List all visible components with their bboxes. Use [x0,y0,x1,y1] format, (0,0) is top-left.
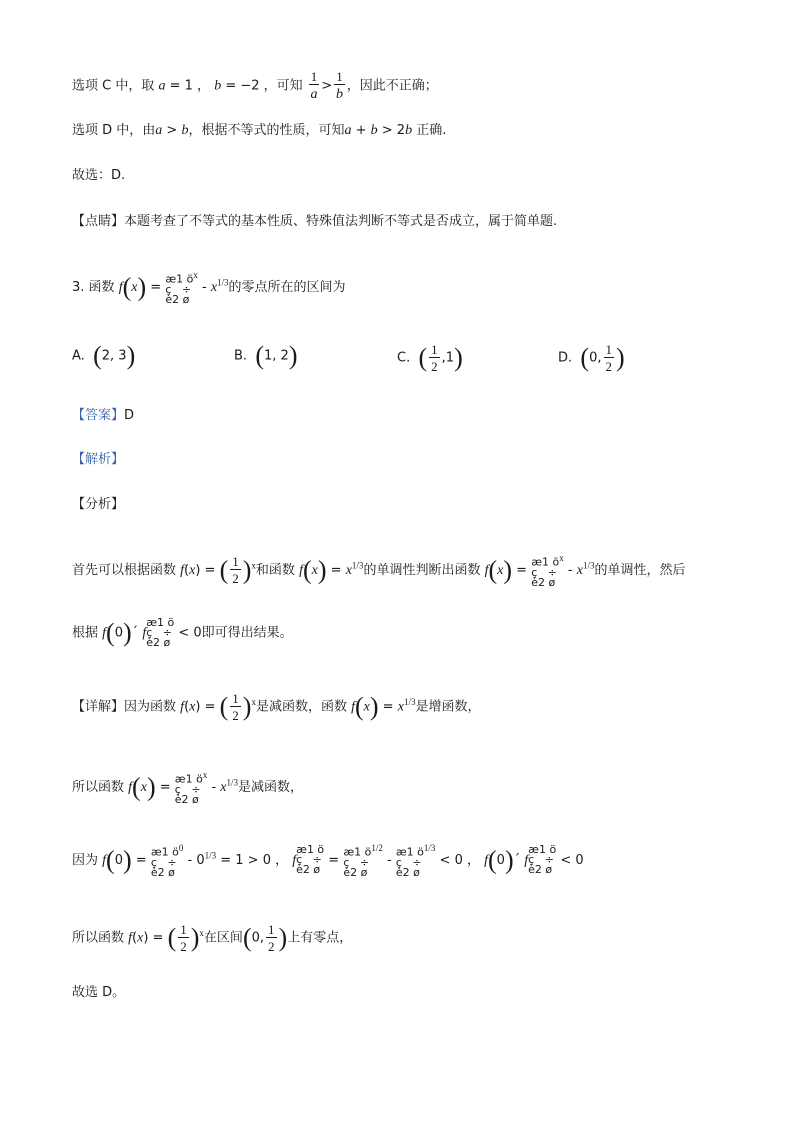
answer-tag: 【答案】 [72,408,125,423]
because-line: 因为 f(0) = æ1 $ö^0$ ç ÷ è2 ø - $0^{1/3} = 1 > 0$ ， fæ1 ö ç ÷ è2 ø = æ1 $ö^{1/2}$ ç ÷ è2 ø - æ1 $ö^{1/3}$ ç ÷ è2 ø < 0 ， f(0)´ fæ1 ö ç ÷ è2 ø < 0 [72,843,584,879]
final-line: 故选 D。 [72,985,126,1000]
so-line: 所以函数 f(x) = æ1 $ö^x$ ç ÷ è2 ø - $x^{1/3}$是减函数， [72,770,304,806]
fenxi-line-1: 首先可以根据函数 f(x) = ( $\frac{1}{2}$ )$^x$和函数 $f(x) = x^{1/3}$的单调性判断出函数 f(x) = æ1 $ö^x$ ç ÷ è2 ø - $x^{1/3}$的单调性，然后 [72,553,686,589]
choose-d-line: 故选：D. [72,168,126,183]
review-tag: 【点睛】 [72,214,125,229]
option-d-explanation: 选项 D 中，由a > b，根据不等式的性质，可知a + b > 2b 正确. [72,123,447,138]
detail-line: 【详解】因为函数 f(x) = ( $\frac{1}{2}$ )$^x$是减函数，函数 $f(x) = x^{1/3}$是增函数， [72,691,481,723]
fraction-1-over-b: $\frac{1}{b}$ [335,69,343,102]
fraction-1-over-a: $\frac{1}{a}$ [310,69,318,102]
option-a[interactable]: A. (2, 3) [72,341,136,370]
option-c-explanation: 选项 C 中，取 a = 1 ， b = −2 ，可知 $\frac{1}{a}$ > $\frac{1}{b}$ ，因此不正确； [72,69,438,102]
option-c[interactable]: C. ( $\frac{1}{2}$ ,1) [397,342,463,374]
option-b[interactable]: B. (1, 2) [234,341,298,370]
fenxi-tag: 【分析】 [72,497,125,512]
question-3: 3. 函数 f(x) = æ1 $ö^x$ ç ÷ è2 ø - $x^{1/3}$的零点所在的区间为 [72,270,346,306]
garbled-formula: æ1 $ö^x$ ç ÷ è2 ø [165,270,198,306]
detail-tag: 【详解】 [72,699,125,715]
zero-interval-line: 所以函数 f(x) = ( $\frac{1}{2}$ )$^x$在区间(0, $\frac{1}{2}$ )上有零点， [72,922,353,954]
option-d[interactable]: D. (0, $\frac{1}{2}$ ) [558,342,625,374]
answer-line: 【答案】D [72,408,135,423]
review-line: 【点睛】本题考查了不等式的基本性质、特殊值法判断不等式是否成立，属于简单题. [72,214,558,229]
fenxi-line-2: 根据 f(0)´ fæ1 ö ç ÷ è2 ø < 0即可得出结果。 [72,616,293,649]
analysis-tag: 【解析】 [72,452,125,467]
